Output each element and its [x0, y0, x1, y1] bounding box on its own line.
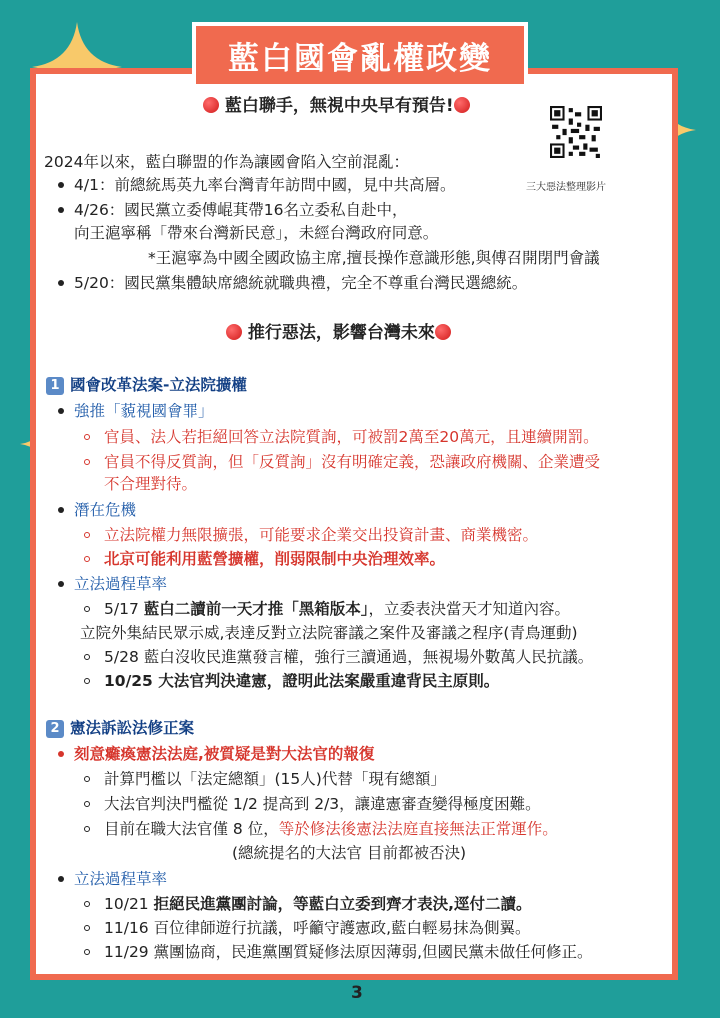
section1-sub1-item: 官員、法人若拒絕回答立法院質詢，可被罰2萬至20萬元，且連續開罰。: [104, 428, 599, 446]
section2-sub1-note: (總統提名的大法官 目前都被否決): [232, 844, 467, 862]
item-bold-text: 藍白二讀前一天才推「黑箱版本」: [143, 600, 369, 618]
section2-title: [46, 718, 194, 738]
red-circle-icon: [203, 97, 219, 113]
section2-sub1: 刻意癱瘓憲法法庭,被質疑是對大法官的報復: [74, 745, 375, 763]
section1-title-text: 國會改革法案-立法院擴權: [70, 376, 247, 394]
red-circle-icon: [226, 324, 242, 340]
section1-sub2-item: 立法院權力無限擴張，可能要求企業交出投資計畫、商業機密。: [104, 526, 539, 544]
bullet-icon: [84, 949, 90, 955]
intro-item: 4/1：前總統馬英九率台灣青年訪問中國，見中共高層。: [74, 176, 456, 194]
item-text: 目前在職大法官僅 8 位，: [104, 820, 279, 838]
bullet-icon: [84, 826, 90, 832]
page-title: 藍白國會亂權政變: [192, 22, 528, 88]
bullet-icon: [58, 182, 64, 188]
red-circle-icon: [454, 97, 470, 113]
section1-sub1-item-continued: 不合理對待。: [104, 475, 198, 493]
intro-item-continued: 向王滬寧稱「帶來台灣新民意」，未經台灣政府同意。: [74, 224, 439, 242]
section2-sub1-item: 計算門檻以「法定總額」(15人)代替「現有總額」: [104, 770, 446, 788]
section1-sub3-item: 5/28 藍白沒收民進黨發言權，強行三讀通過，無視場外數萬人民抗議。: [104, 648, 594, 666]
section1-sub3-note: 立院外集結民眾示威,表達反對立法院審議之案件及審議之程序(青鳥運動): [80, 624, 578, 642]
item-rest-text: ，立委表決當天才知道內容。: [368, 600, 571, 618]
intro-item: 5/20：國民黨集體缺席總統就職典禮，完全不尊重台灣民選總統。: [74, 274, 528, 292]
bullet-icon: [58, 207, 64, 213]
bullet-icon: [84, 678, 90, 684]
bullet-icon: [58, 280, 64, 286]
section2-sub1-item: [104, 819, 558, 839]
intro-note: *王滬寧為中國全國政協主席,擅長操作意識形態,與傅召開閉門會議: [148, 249, 600, 267]
section2-sub2-item: 11/16 百位律師遊行抗議，呼籲守護憲政,藍白輕易抹為側翼。: [104, 919, 531, 937]
bullet-icon: [58, 408, 64, 414]
page-number: 3: [351, 983, 363, 1003]
intro-item: 4/26：國民黨立委傅崐萁帶16名立委私自赴中，: [74, 201, 408, 219]
bullet-icon: [58, 876, 64, 882]
intro-text: 2024年以來，藍白聯盟的作為讓國會陷入空前混亂：: [44, 153, 409, 171]
heading-warning-text: 藍白聯手，無視中央早有預告!: [224, 96, 454, 116]
number-1-icon: 1: [46, 377, 64, 395]
bullet-icon: [58, 751, 64, 757]
bullet-icon: [84, 434, 90, 440]
item-bold-text: 拒絕民進黨團討論，等藍白立委到齊才表決,逕付二讀。: [153, 895, 532, 913]
qr-code-icon[interactable]: [550, 106, 602, 158]
section1-sub1: 強推「藐視國會罪」: [74, 402, 214, 420]
section1-sub1-item: 官員不得反質詢，但「反質詢」沒有明確定義，恐讓政府機關、企業遭受: [104, 453, 601, 471]
bullet-icon: [84, 606, 90, 612]
item-date: 10/21: [104, 895, 154, 913]
red-circle-icon: [435, 324, 451, 340]
section1-sub2-item: 北京可能利用藍營擴權，削弱限制中央治理效率。: [104, 550, 446, 568]
section2-title-text: 憲法訴訟法修正案: [70, 719, 195, 737]
bullet-icon: [84, 459, 90, 465]
section2-sub2-item: 11/29 黨團協商，民進黨團質疑修法原因薄弱,但國民黨未做任何修正。: [104, 943, 593, 961]
bullet-icon: [58, 581, 64, 587]
bullet-icon: [84, 801, 90, 807]
item-date: 5/17: [104, 600, 144, 618]
section2-sub1-item: 大法官判決門檻從 1/2 提高到 2/3，讓違憲審查變得極度困難。: [104, 795, 541, 813]
section1-sub2: 潛在危機: [74, 501, 137, 519]
heading-bad-laws-text: 推行惡法，影響台灣未來: [247, 323, 435, 343]
item-red-text: 等於修法後憲法法庭直接無法正常運作。: [278, 820, 558, 838]
bullet-icon: [84, 532, 90, 538]
bullet-icon: [84, 925, 90, 931]
qr-label: 三大惡法整理影片: [526, 182, 606, 193]
heading-bad-laws: [226, 323, 451, 343]
section2-sub2-item: [104, 894, 532, 914]
section1-sub3-item: [104, 599, 570, 619]
bullet-icon: [84, 776, 90, 782]
section1-sub3-item: 10/25 大法官判決違憲，證明此法案嚴重違背民主原則。: [104, 672, 500, 690]
bullet-icon: [84, 654, 90, 660]
heading-warning: [203, 96, 470, 116]
section2-sub2: 立法過程草率: [74, 870, 168, 888]
bullet-icon: [84, 901, 90, 907]
number-2-icon: 2: [46, 720, 64, 738]
bullet-icon: [58, 507, 64, 513]
bullet-icon: [84, 556, 90, 562]
section1-title: [46, 375, 247, 395]
section1-sub3: 立法過程草率: [74, 575, 168, 593]
